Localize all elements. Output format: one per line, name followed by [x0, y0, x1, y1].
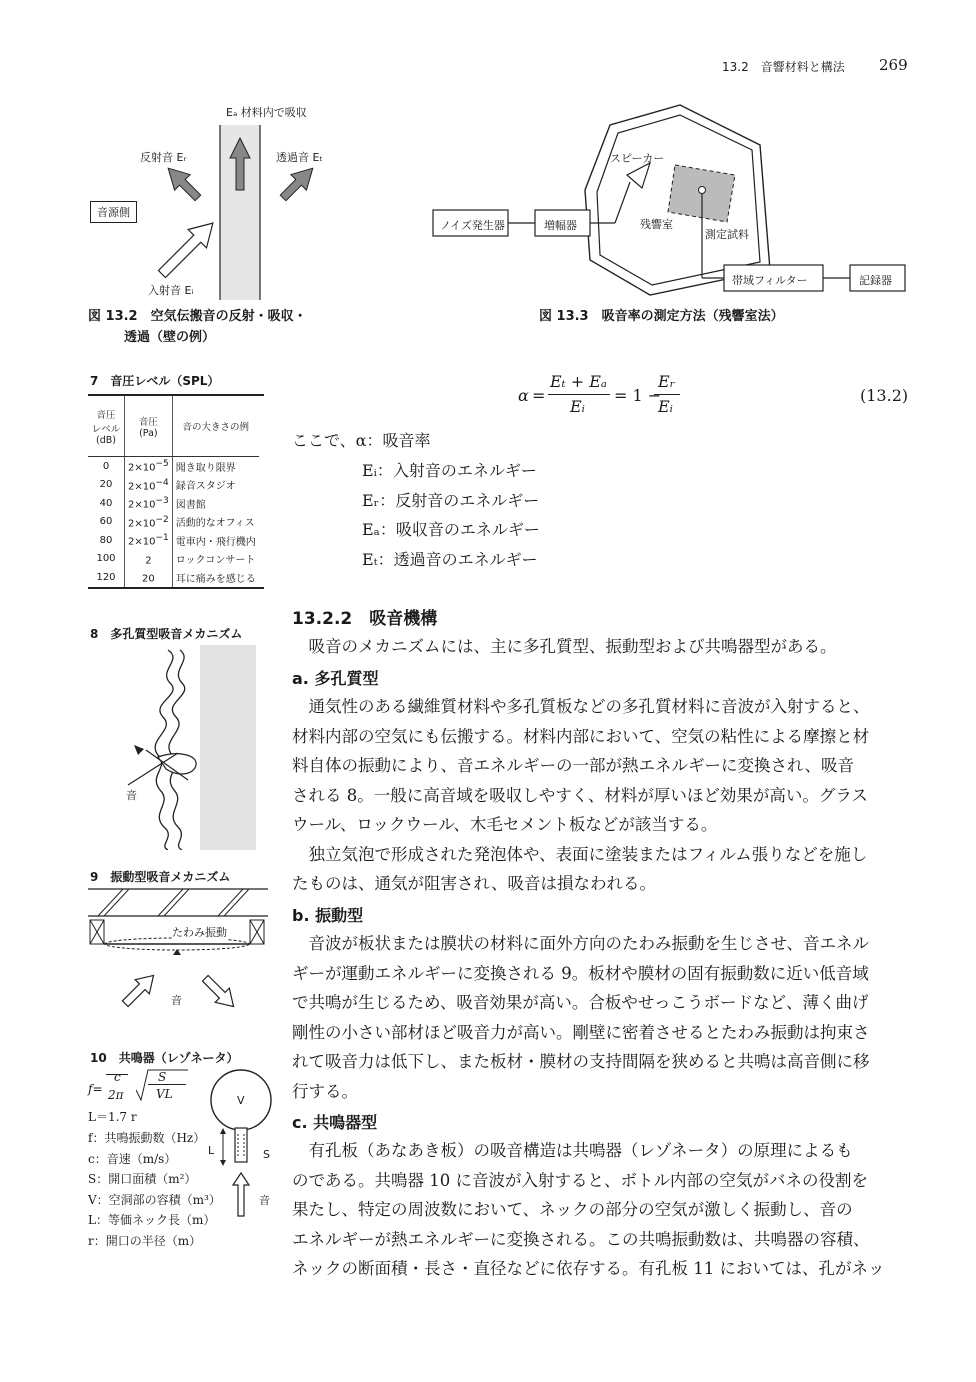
- resonator-label-V: V: [237, 1094, 245, 1107]
- spl-cell-example: 図書館: [175, 499, 206, 511]
- spl-heading: 7 音圧レベル（SPL）: [90, 374, 220, 388]
- equation-den1: Eᵢ: [570, 397, 585, 416]
- spl-table-row: [88, 531, 259, 550]
- subsection-a-body: 通気性のある繊維質材料や多孔質板などの多孔質材料に音波が入射すると、 材料内部の空気にも伝搬する。材料内部において、空気の粘性による摩擦と材 料自体の振動により、音エネルギーの一部が熱エネルギーに変換され、吸音 される 8。一般に高音域を吸収しやすく、材料が厚いほど効果が高い。グラス ウール、ロックウール、木毛セメント板などが該当する。 独立気泡で形成された発泡体や、表面に塗装またはフィルム張りなどを施し たものは、通気が阻害され、吸音は損なわれる。: [292, 697, 870, 893]
- spl-cell-example: 録音スタジオ: [175, 481, 236, 493]
- subsection-c-body: 有孔板（あなあき板）の吸音構造は共鳴器（レゾネータ）の原理によるも のである。共鳴器 10 に音波が入射すると、ボトル内部の空気がバネの役割を 果たし、特定の周波数において、ネックの部分の空気が激しく振動し、音の エネルギーが熱エネルギーに変換される。この共鳴振動数は、共鳴器の容積、 ネックの断面積・長さ・直径などに依存する。有孔板 11 においては、孔がネッ: [292, 1141, 885, 1278]
- definition-item: Eᵢ：入射音のエネルギー: [362, 461, 537, 480]
- vibration-heading: 9 振動型吸音メカニズム: [90, 870, 231, 884]
- label-source-side: 音源側: [90, 201, 137, 223]
- spl-table-row: [88, 494, 259, 513]
- box-band-filter: 帯域フィルター: [732, 274, 808, 287]
- spl-cell-pa: $2\times 10^{-5}$: [125, 457, 173, 476]
- resonator-label-S: S: [263, 1148, 270, 1161]
- figure-13-3-caption: 図 13.3 吸音率の測定方法（残響室法）: [539, 309, 784, 324]
- equation-mid: = 1 −: [614, 386, 662, 405]
- page-number: 269: [879, 56, 908, 74]
- spl-col-header-example: 音の大きさの例: [172, 396, 259, 457]
- spl-table-row: [88, 513, 259, 532]
- spl-table-row: [88, 476, 259, 495]
- subsection-a-heading: a. 多孔質型: [292, 669, 379, 688]
- spl-cell-pa: $2\times 10^{-4}$: [125, 476, 173, 495]
- spl-cell-db: 20: [88, 476, 125, 495]
- label-incident: 入射音 Eᵢ: [148, 284, 194, 297]
- equation-num2: Eᵣ: [658, 372, 676, 391]
- spl-cell-db: 0: [88, 457, 125, 476]
- spl-cell-pa: 2: [125, 550, 173, 569]
- spl-cell-db: 60: [88, 513, 125, 532]
- resonator-sound-label: 音: [259, 1194, 270, 1207]
- spl-table-row: [88, 550, 259, 569]
- box-amplifier: 増幅器: [544, 219, 577, 232]
- resonator-L-eq: L＝1.7 r: [88, 1110, 137, 1124]
- spl-cell-db: 40: [88, 494, 125, 513]
- label-reflected: 反射音 Eᵣ: [140, 151, 187, 164]
- spl-cell-pa: 20: [125, 568, 173, 587]
- label-test-sample: 測定試料: [705, 228, 749, 241]
- equation-den2: Eᵢ: [658, 397, 673, 416]
- figure-13-2-caption-2: 透過（壁の例）: [124, 330, 216, 345]
- vibration-sound-label: 音: [171, 994, 182, 1007]
- porous-illustration: [88, 645, 264, 850]
- spl-cell-example: 聞き取り限界: [175, 462, 236, 474]
- spl-cell-db: 120: [88, 568, 125, 587]
- spl-cell-example: 耳に痛みを感じる: [175, 573, 256, 585]
- figure-13-2-caption: 図 13.2 空気伝搬音の反射・吸収・: [88, 309, 307, 324]
- figure-13-3: [430, 100, 910, 300]
- box-noise-generator: ノイズ発生器: [440, 219, 505, 232]
- definition-intro: ここで、α：吸音率: [292, 431, 431, 450]
- spl-table-wrap: [88, 394, 264, 589]
- section-heading: 13.2.2 吸音機構: [292, 609, 438, 629]
- section-intro: 吸音のメカニズムには、主に多孔質型、振動型および共鳴器型がある。: [292, 637, 837, 656]
- definitions-list: [362, 456, 540, 574]
- label-absorbed: Eₐ 材料内で吸収: [226, 106, 307, 119]
- spl-cell-pa: $2\times 10^{-2}$: [125, 513, 173, 532]
- label-speaker: スピーカー: [610, 152, 665, 165]
- spl-col-header-pa: 音圧 (Pa): [125, 396, 173, 457]
- resonator-label-L: L: [208, 1144, 215, 1157]
- spl-cell-example: 活動的なオフィス: [175, 518, 255, 530]
- definition-item: Eₜ：透過音のエネルギー: [362, 549, 538, 569]
- running-title: 13.2 音響材料と構法: [722, 60, 845, 74]
- spl-table: [88, 396, 259, 587]
- spl-table-row: [88, 457, 259, 476]
- resonator-heading: 10 共鳴器（レゾネータ）: [90, 1051, 239, 1065]
- spl-cell-example: 電車内・飛行機内: [175, 536, 256, 548]
- resonator-defs: f：共鳴振動数（Hz） c：音速（m/s） S：開口面積（m²） V：空洞部の容積（m³） L：等価ネック長（m） r：開口の半径（m）: [88, 1131, 221, 1248]
- equation-number: (13.2): [860, 386, 909, 405]
- spl-table-row: [88, 568, 259, 587]
- porous-heading: 8 多孔質型吸音メカニズム: [90, 627, 243, 641]
- spl-cell-pa: $2\times 10^{-3}$: [125, 494, 173, 513]
- spl-col-header-db: 音圧 レベル (dB): [88, 396, 125, 457]
- box-recorder: 記録器: [859, 274, 892, 287]
- equation-13-2: α = Eₜ + Eₐ Eᵢ = 1 − Eᵣ Eᵢ: [518, 372, 818, 422]
- reverberation-room-diagram: [430, 100, 910, 300]
- spl-cell-example: ロックコンサート: [175, 555, 256, 567]
- subsection-b-heading: b. 振動型: [292, 906, 364, 925]
- equation-num1: Eₜ + Eₐ: [550, 372, 607, 391]
- label-transmitted: 透過音 Eₜ: [276, 151, 323, 164]
- subsection-c-heading: c. 共鳴器型: [292, 1113, 378, 1132]
- spl-cell-pa: $2\times 10^{-1}$: [125, 531, 173, 550]
- spl-cell-db: 80: [88, 531, 125, 550]
- resonator-diagram: [205, 1068, 277, 1218]
- label-reverb-room: 残響室: [640, 218, 673, 231]
- definition-item: Eᵣ：反射音のエネルギー: [362, 490, 540, 510]
- spl-cell-db: 100: [88, 550, 125, 569]
- equation-alpha: α: [518, 386, 529, 405]
- figure-13-2: [88, 100, 348, 300]
- definition-item: Eₐ：吸収音のエネルギー: [362, 520, 540, 539]
- wall-reflection-diagram: [88, 100, 348, 300]
- vibration-diagram: [88, 886, 268, 1021]
- vibration-flex-label: たわみ振動: [172, 926, 227, 939]
- subsection-b-body: 音波が板状または膜状の材料に面外方向のたわみ振動を生じさせ、音エネル ギーが運動エネルギーに変換される 9。板材や膜材の固有振動数に近い低音域 で共鳴が生じるため、吸音効果が高い。合板やせっこうボードなど、薄く曲げ 剛性の小さい部材ほど吸音力が高い。剛壁に密着させるとたわみ振動は拘束さ れて吸音力は低下し、また板材・膜材の支持間隔を狭めると共鳴は高音側に移 行する。: [292, 934, 870, 1101]
- porous-sound-label: 音: [126, 789, 137, 802]
- porous-diagram: [88, 645, 264, 850]
